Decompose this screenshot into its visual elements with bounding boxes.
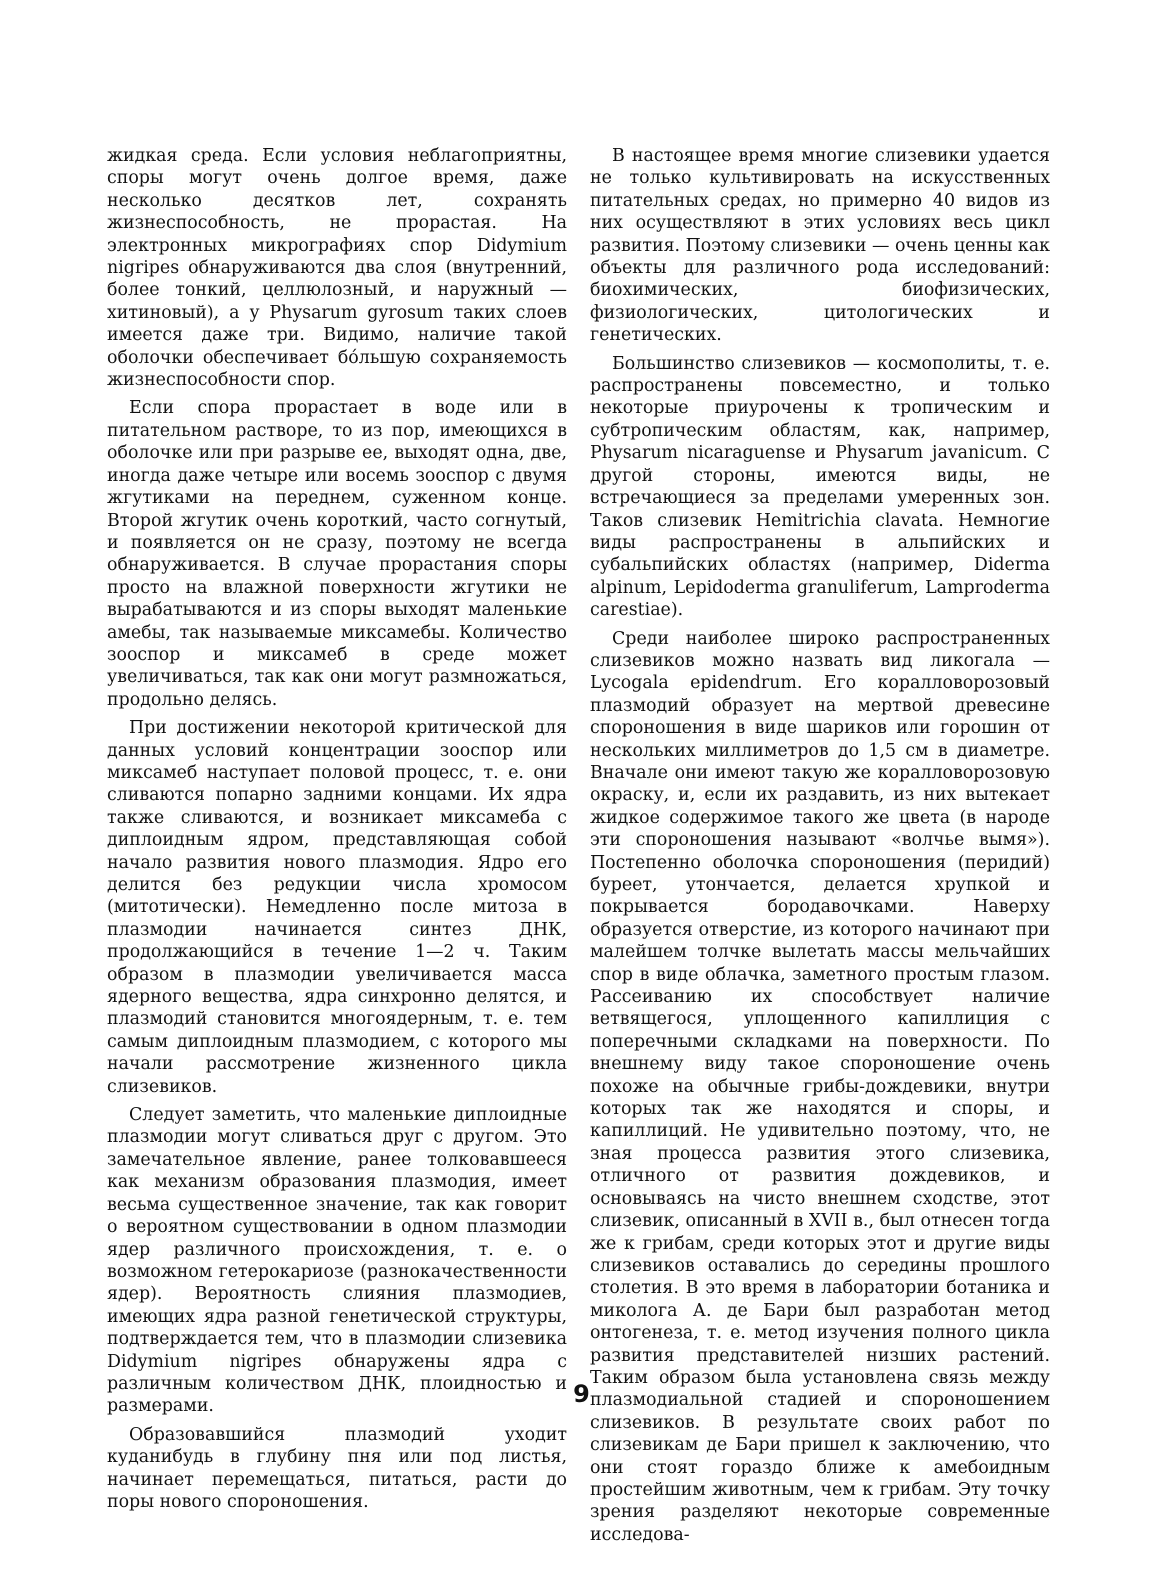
paragraph: Образовавшийся плазмодий уходит куданибудь в глубину пня или под листья, начинает перемещаться, питаться, расти до поры нового спороношения. [107,1424,567,1512]
paragraph: Большинство слизевиков — космополиты, т. е. распространены повсеместно, и только некоторые приурочены к тропическим и субтропическим областям, как, например, Physarum nicaraguense и Physarum javanicum. С другой стороны, имеются виды, не встречающиеся за пределами умеренных зон. Таков слизевик Hemitrichia clavata. Немногие виды распространены в альпийских и субальпийских областях (например, Diderma alpinum, Lepidoderma granuliferum, Lamproderma carestiae). [590,353,1050,621]
page-number: 9 [573,1380,590,1408]
paragraph: В настоящее время многие слизевики удается не только культивировать на искусственных питательных средах, но примерно 40 видов из них осуществляют в этих условиях весь цикл развития. Поэтому слизевики — очень ценны как объекты для различного рода исследований: биохимических, биофизических, физиологических, цитологических и генетических. [590,146,1050,346]
paragraph: Следует заметить, что маленькие диплоидные плазмодии могут сливаться друг с другом. Это замечательное явление, ранее толковавшееся как механизм образования плазмодия, имеет весьма существенное значение, так как говорит о вероятном существовании в одном плазмодии ядер различного происхождения, т. е. о возможном гетерокариозе (разнокачественности ядер). Вероятность слияния плазмодиев, имеющих ядра разной генетической структуры, подтверждается тем, что в плазмодии слизевика Didymium nigripes обнаружены ядра с различным количеством ДНК, плоидностью и размерами. [107,1105,567,1417]
paragraph: Если спора прорастает в воде или в питательном растворе, то из пор, имеющихся в оболочке или при разрыве ее, выходят одна, две, иногда даже четыре или восемь зооспор с двумя жгутиками на переднем, суженном конце. Второй жгутик очень короткий, часто согнутый, и появляется он не сразу, поэтому не всегда обнаруживается. В случае прорастания споры просто на влажной поверхности жгутики не вырабатываются и из споры выходят маленькие амебы, так называемые миксамебы. Количество зооспор и миксамеб в среде может увеличиваться, так как они могут размножаться, продольно делясь. [107,398,567,710]
left-column [107,145,567,1519]
paragraph: При достижении некоторой критической для данных условий концентрации зооспор или миксамеб наступает половой процесс, т. е. они сливаются попарно задними концами. Их ядра также сливаются, и возникает миксамеба с диплоидным ядром, представляющая собой начало развития нового плазмодия. Ядро его делится без редукции числа хромосом (митотически). Немедленно после митоза в плазмодии начинается синтез ДНК, продолжающийся в течение 1—2 ч. Таким образом в плазмодии увеличивается масса ядерного вещества, ядра синхронно делятся, и плазмодий становится многоядерным, т. е. тем самым диплоидным плазмодием, с которого мы начали рассмотрение жизненного цикла слизевиков. [107,718,567,1097]
paragraph: жидкая среда. Если условия неблагоприятны, споры могут очень долгое время, даже несколько десятков лет, сохранять жизнеспособность, не прорастая. На электронных микрографиях спор Didymium nigripes обнаруживаются два слоя (внутренний, более тонкий, целлюлозный, и наружный — хитиновый), а у Physarum gyrosum таких слоев имеется даже три. Видимо, наличие такой оболочки обеспечивает бо́льшую сохраняемость жизнеспособности спор. [107,146,567,391]
paragraph: Среди наиболее широко распространенных слизевиков можно назвать вид ликогала — Lycogala epidendrum. Его коралловорозовый плазмодий образует на мертвой древесине спороношения в виде шариков или горошин от нескольких миллиметров до 1,5 см в диаметре. Вначале они имеют такую же коралловорозовую окраску, и, если их раздавить, из них вытекает жидкое содержимое такого же цвета (в народе эти спороношения называют «волчье вымя»). Постепенно оболочка спороношения (перидий) буреет, утончается, делается хрупкой и покрывается бородавочками. Наверху образуется отверстие, из которого начинают при малейшем толчке вылетать массы мельчайших спор в виде облачка, заметного простым глазом. Рассеиванию их способствует наличие ветвящегося, уплощенного капиллиция с поперечными складками на поверхности. По внешнему виду такое спороношение очень похоже на обычные грибы-дождевики, внутри которых так же находятся и споры, и капиллиций. Не удивительно поэтому, что, не зная процесса развития этого слизевика, отличного от развития дождевиков, и основываясь на чисто внешнем сходстве, этот слизевик, описанный в XVII в., был отнесен тогда же к грибам, среди которых этот и другие виды слизевиков оставались до середины прошлого столетия. В это время в лаборатории ботаника и миколога А. де Бари был разработан метод онтогенеза, т. е. метод изучения полного цикла развития представителей низших растений. Таким образом была установлена связь между плазмодиальной стадией и спороношением слизевиков. В результате своих работ по слизевикам де Бари пришел к заключению, что они стоят гораздо ближе к амебоидным простейшим животным, чем к грибам. Эту точку зрения разделяют некоторые современные исследова- [590,628,1050,1545]
right-column [590,145,1050,1552]
